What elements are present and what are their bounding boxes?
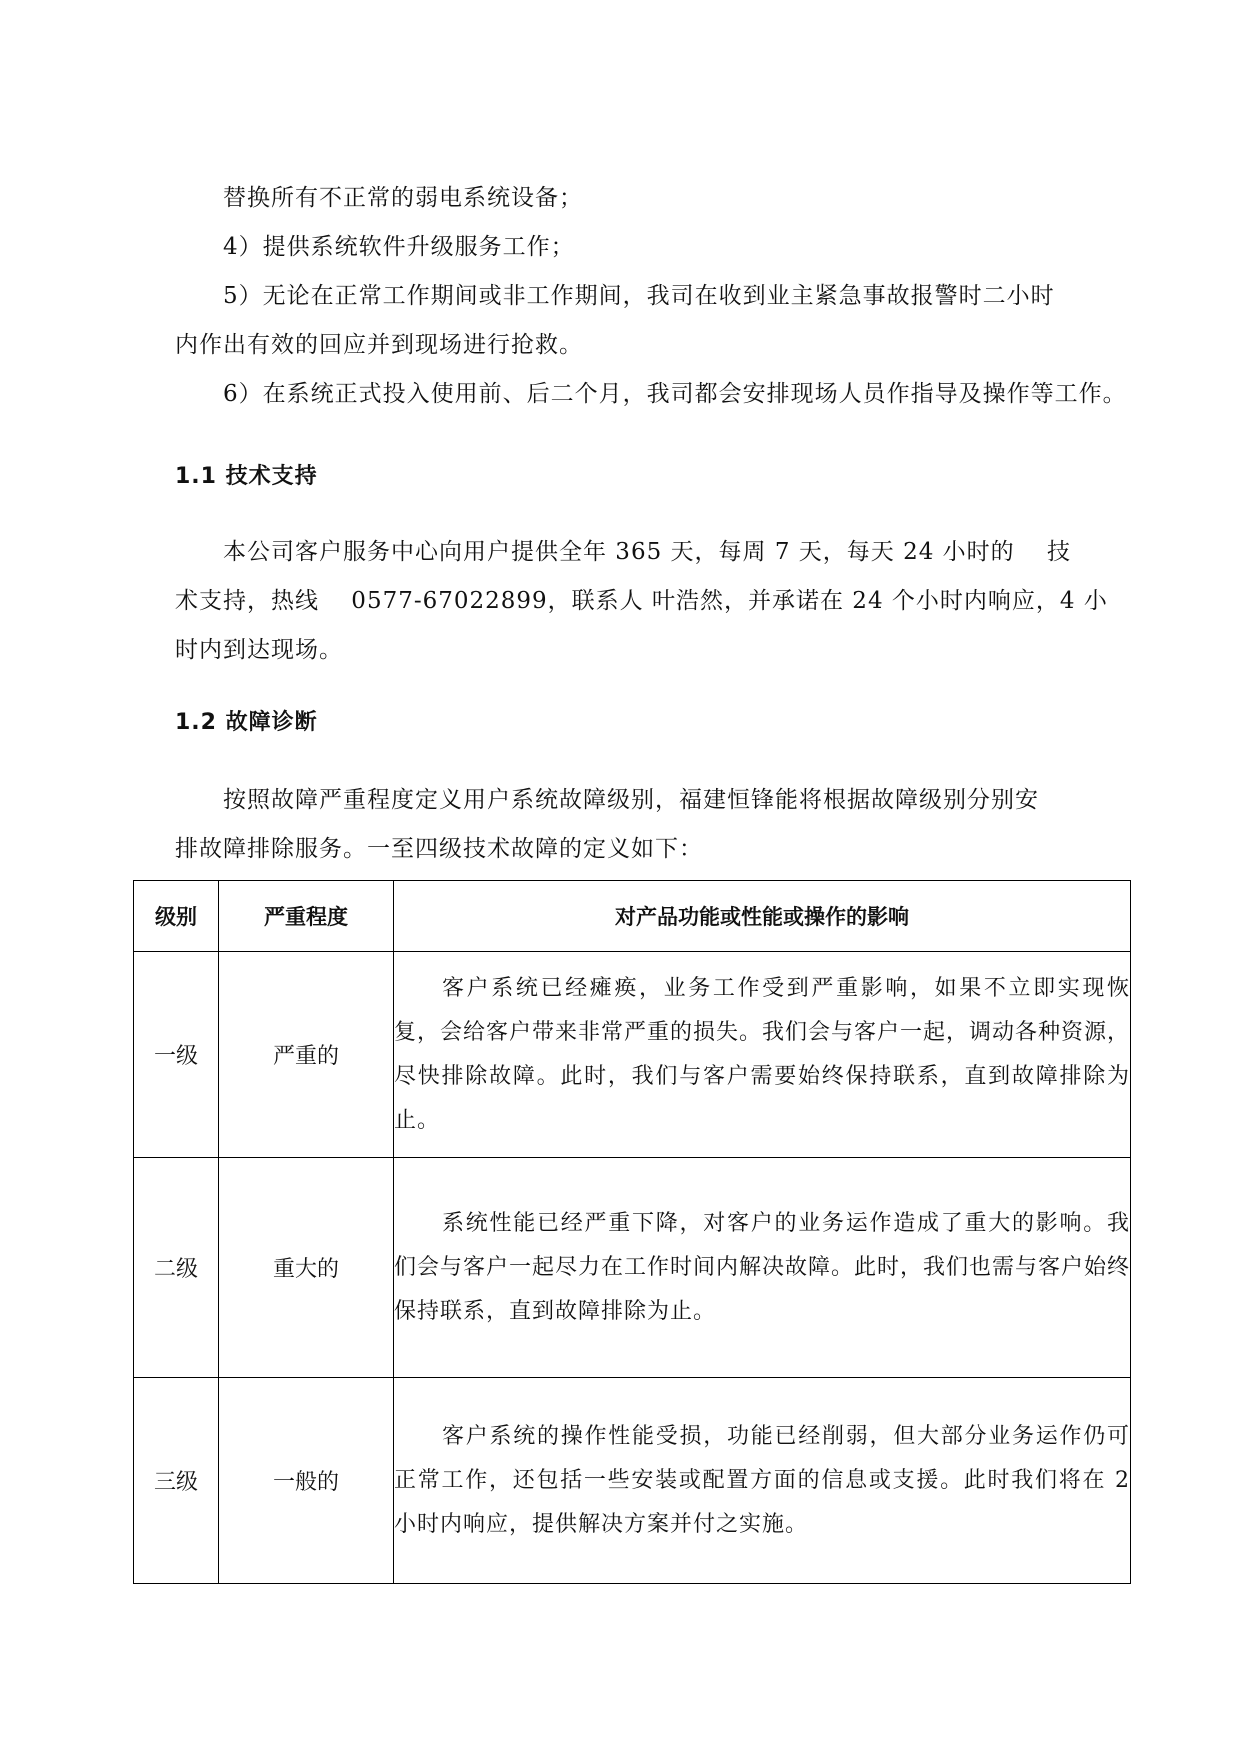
row-level: 三级	[134, 1378, 219, 1584]
row-level: 一级	[134, 952, 219, 1158]
paragraph-item-5-line-1: 5）无论在正常工作期间或非工作期间，我司在收到业主紧急事故报警时二小时	[223, 283, 1055, 309]
row-impact: 系统性能已经严重下降，对客户的业务运作造成了重大的影响。我们会与客户一起尽力在工作时间内解决故障。此时，我们也需与客户始终保持联系，直到故障排除为止。	[394, 1158, 1131, 1378]
row-impact: 客户系统的操作性能受损，功能已经削弱，但大部分业务运作仍可正常工作，还包括一些安装或配置方面的信息或支援。此时我们将在 2 小时内响应，提供解决方案并付之实施。	[394, 1378, 1131, 1584]
diagnosis-paragraph-line-1: 按照故障严重程度定义用户系统故障级别，福建恒锋能将根据故障级别分别安	[223, 787, 1039, 813]
row-level: 二级	[134, 1158, 219, 1378]
paragraph-replace-devices: 替换所有不正常的弱电系统设备；	[223, 185, 583, 211]
header-severity: 严重程度	[219, 881, 394, 952]
table-row	[134, 1378, 1131, 1584]
table-row	[134, 1158, 1131, 1378]
support-paragraph-line-3: 时内到达现场。	[175, 637, 343, 663]
support-paragraph-line-1: 本公司客户服务中心向用户提供全年 365 天，每周 7 天，每天 24 小时的 技	[223, 539, 1071, 565]
header-level: 级别	[134, 881, 219, 952]
row-severity: 一般的	[219, 1378, 394, 1584]
section-heading-technical-support: 1.1 技术支持	[175, 464, 318, 489]
table-row	[134, 952, 1131, 1158]
header-impact: 对产品功能或性能或操作的影响	[394, 881, 1131, 952]
table-header-row	[134, 881, 1131, 952]
row-impact: 客户系统已经瘫痪，业务工作受到严重影响，如果不立即实现恢复，会给客户带来非常严重的损失。我们会与客户一起，调动各种资源，尽快排除故障。此时，我们与客户需要始终保持联系，直到故障排除为止。	[394, 952, 1131, 1158]
paragraph-item-4: 4）提供系统软件升级服务工作；	[223, 234, 575, 260]
fault-level-table	[133, 880, 1131, 1584]
row-severity: 重大的	[219, 1158, 394, 1378]
paragraph-item-5-line-2: 内作出有效的回应并到现场进行抢救。	[175, 332, 583, 358]
paragraph-item-6: 6）在系统正式投入使用前、后二个月，我司都会安排现场人员作指导及操作等工作。	[223, 381, 1127, 407]
diagnosis-paragraph-line-2: 排故障排除服务。一至四级技术故障的定义如下：	[175, 836, 703, 862]
section-heading-fault-diagnosis: 1.2 故障诊断	[175, 710, 318, 735]
support-paragraph-line-2: 术支持，热线 0577-67022899，联系人 叶浩然，并承诺在 24 个小时内响应，4 小	[175, 588, 1108, 614]
row-severity: 严重的	[219, 952, 394, 1158]
